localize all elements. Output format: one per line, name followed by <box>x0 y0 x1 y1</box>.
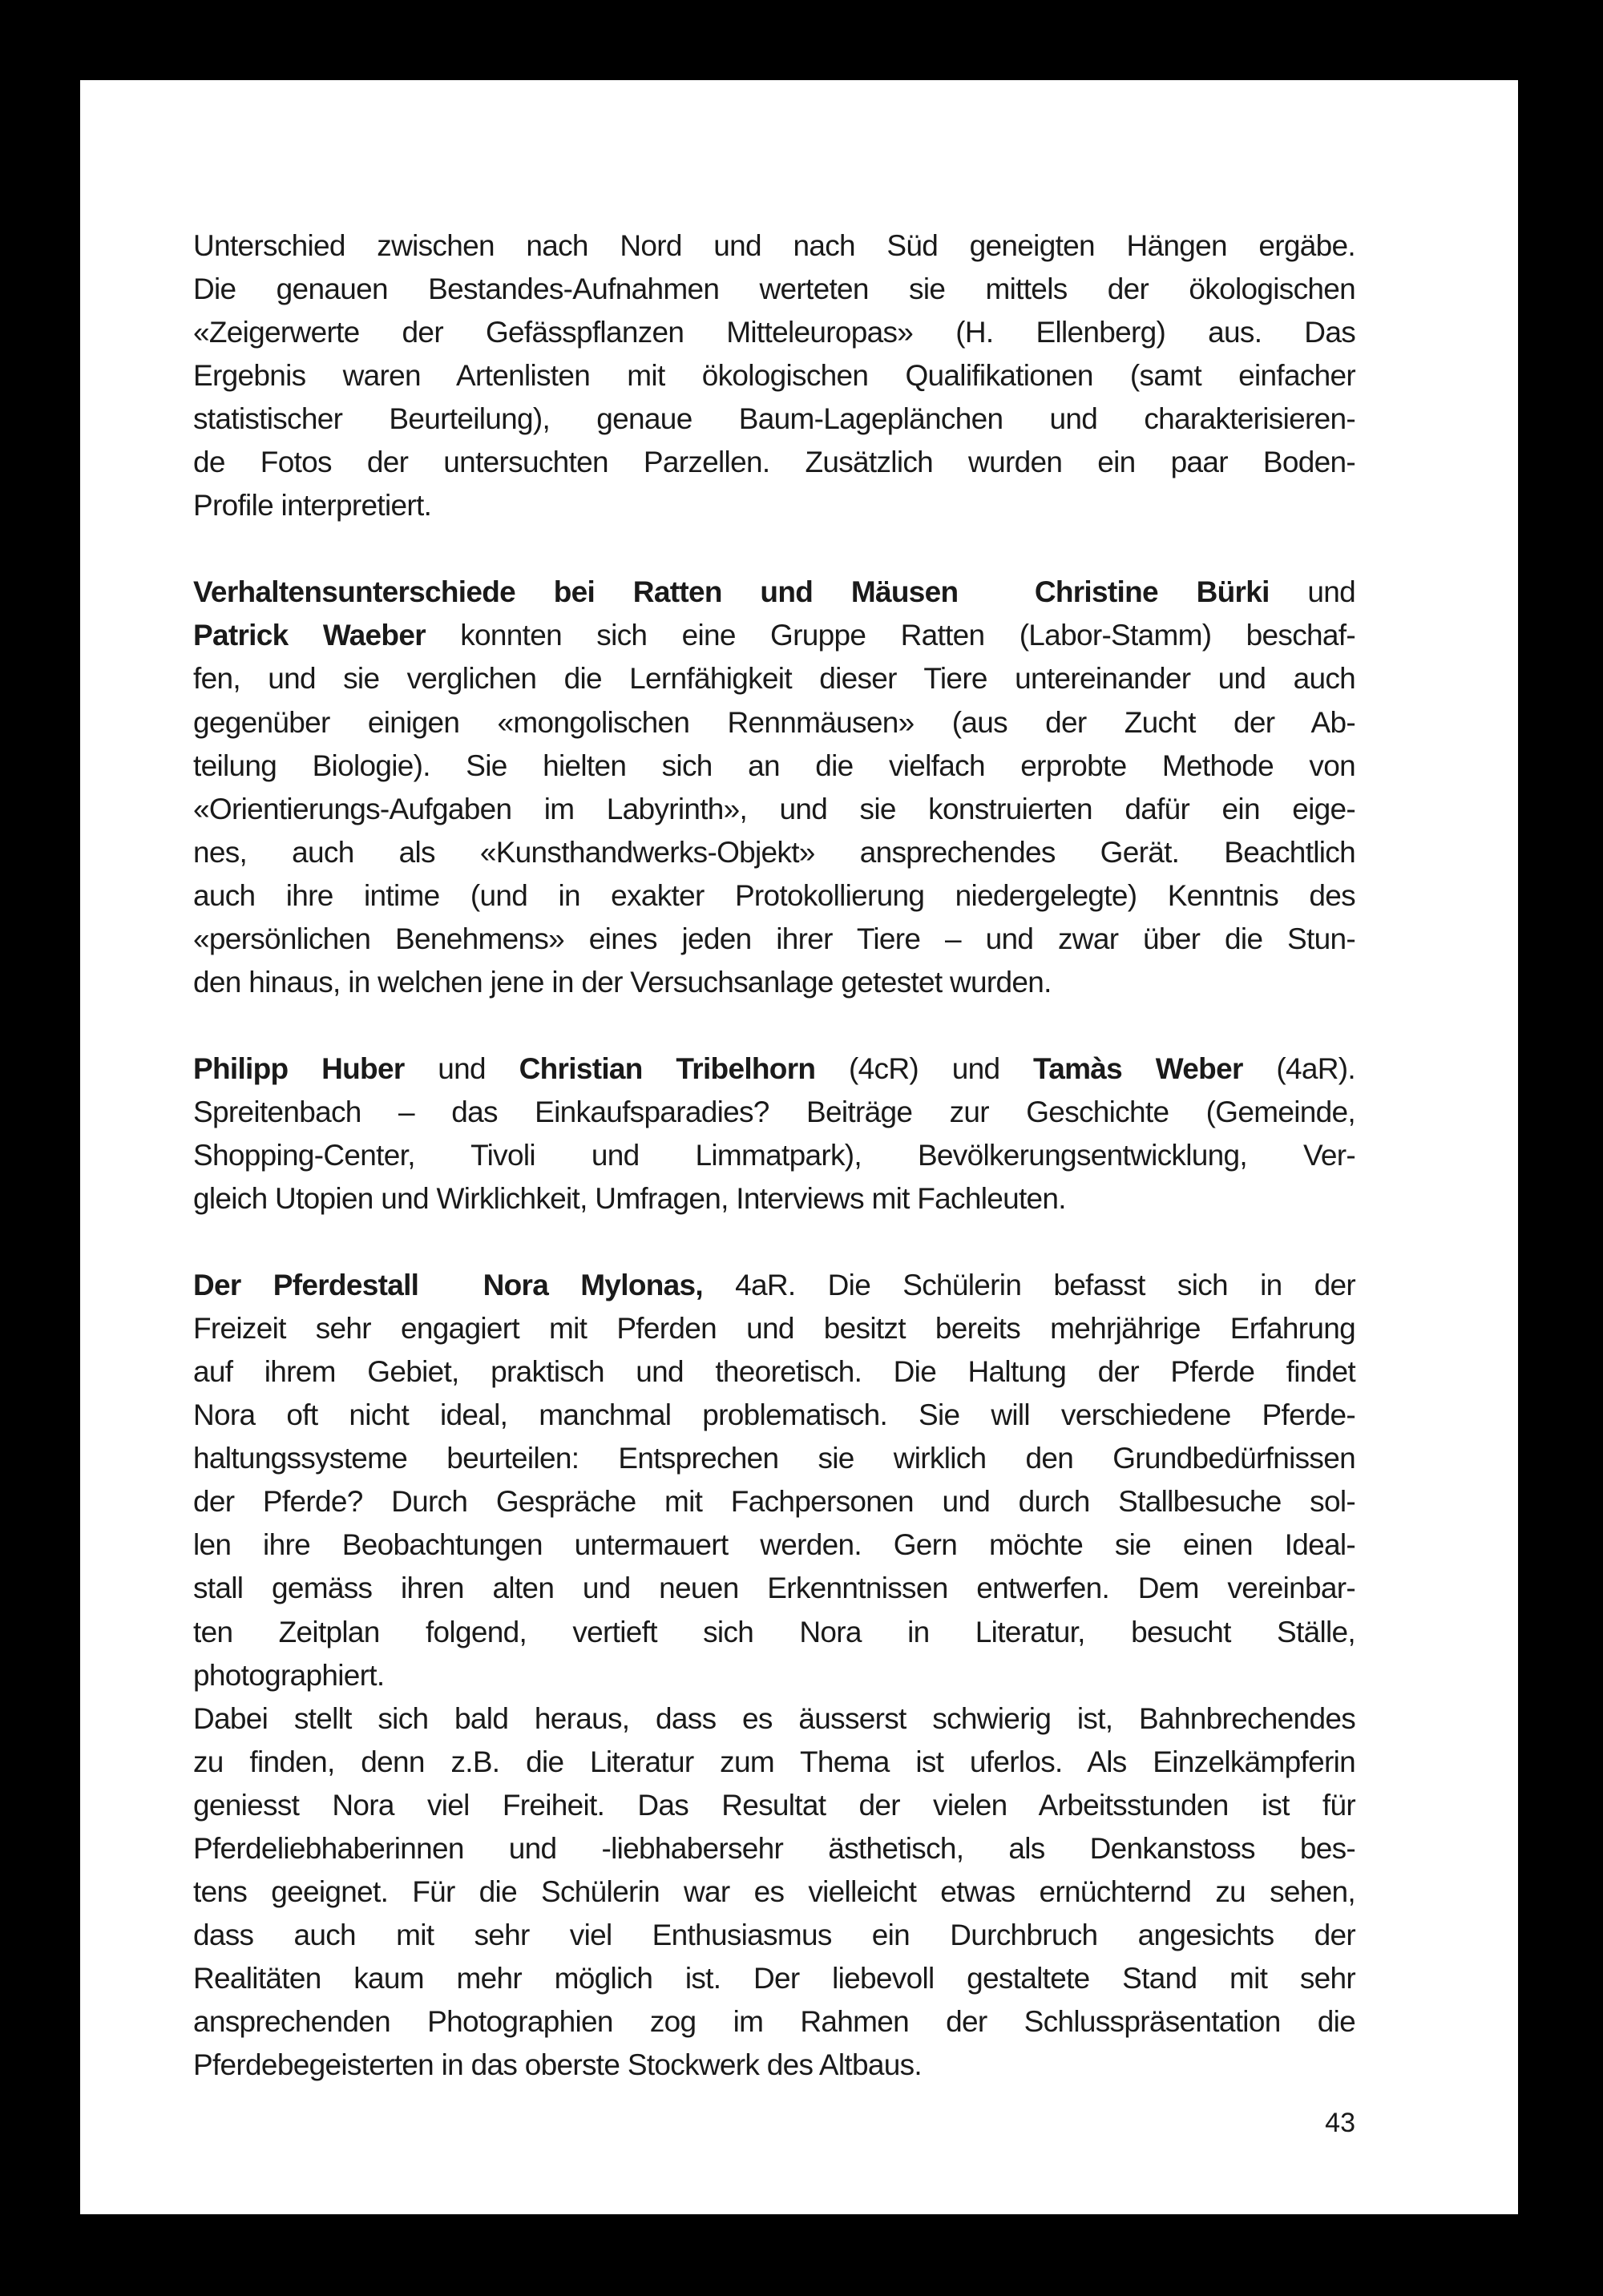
text-span: Nora oft nicht ideal, manchmal problematisch. Sie will verschiedene Pferde- <box>193 1398 1355 1432</box>
text-line <box>193 2000 1355 2044</box>
text-line <box>193 614 1355 657</box>
text-line <box>193 1567 1355 1610</box>
bold-text: Patrick Waeber <box>193 619 426 652</box>
text-span: gegenüber einigen «mongolischen Rennmäusen» (aus der Zucht der Ab- <box>193 705 1355 739</box>
text-span <box>418 1269 483 1301</box>
document-page <box>80 80 1518 2214</box>
bold-text: Christian Tribelhorn <box>519 1051 816 1085</box>
text-line <box>193 441 1355 484</box>
text-span: und <box>1269 575 1355 609</box>
text-line <box>193 311 1355 354</box>
text-line <box>193 1134 1355 1177</box>
text-line <box>193 1523 1355 1567</box>
body-text <box>193 224 1355 2087</box>
text-span: de Fotos der untersuchten Parzellen. Zusätzlich wurden ein paar Boden- <box>193 446 1355 479</box>
text-span: dass auch mit sehr viel Enthusiasmus ein Durchbruch angesichts der <box>193 1918 1355 1951</box>
text-span: nes, auch als «Kunsthandwerks-Objekt» ansprechendes Gerät. Beachtlich <box>193 835 1355 869</box>
text-span: zu finden, denn z.B. die Literatur zum Thema ist uferlos. Als Einzelkämpferin <box>193 1745 1355 1778</box>
text-span: Unterschied zwischen nach Nord und nach Süd geneigten Hängen ergäbe. <box>193 229 1355 262</box>
text-line <box>193 1611 1355 1654</box>
text-line <box>193 1827 1355 1870</box>
text-span: «Zeigerwerte der Gefässpflanzen Mitteleuropas» (H. Ellenberg) aus. Das <box>193 316 1355 349</box>
text-line <box>193 1047 1355 1091</box>
bold-text: Der Pferdestall <box>193 1269 419 1302</box>
text-line <box>193 2044 1355 2087</box>
text-line <box>193 268 1355 311</box>
paragraph-gap <box>193 1004 1355 1047</box>
text-span: (4cR) und <box>815 1051 1034 1085</box>
text-span: Pferdebegeisterten in das oberste Stockwerk des Altbaus. <box>193 2048 922 2081</box>
text-line <box>193 224 1355 268</box>
text-span: len ihre Beobachtungen untermauert werden. Gern möchte sie einen Ideal- <box>193 1528 1355 1562</box>
text-span: und <box>404 1051 519 1085</box>
text-span: tens geeignet. Für die Schülerin war es vielleicht etwas ernüchternd zu sehen, <box>193 1874 1355 1908</box>
text-line <box>193 744 1355 788</box>
bold-text: Christine Bürki <box>1034 575 1270 609</box>
text-span: Die genauen Bestandes-Aufnahmen werteten sie mittels der ökologischen <box>193 272 1355 306</box>
text-span: Profile interpretiert. <box>193 489 432 523</box>
text-line <box>193 1957 1355 2000</box>
bold-text: Tamàs Weber <box>1033 1051 1243 1085</box>
text-span: haltungssysteme beurteilen: Entsprechen sie wirklich den Grundbedürfnissen <box>193 1442 1355 1475</box>
text-span: gleich Utopien und Wirklichkeit, Umfragen, Interviews mit Fachleuten. <box>193 1182 1066 1216</box>
text-line <box>193 1697 1355 1741</box>
text-span: der Pferde? Durch Gespräche mit Fachpersonen und durch Stallbesuche sol- <box>193 1485 1355 1519</box>
text-span: den hinaus, in welchen jene in der Versuchsanlage getestet wurden. <box>193 965 1052 999</box>
text-span: 4aR. Die Schülerin befasst sich in der <box>702 1269 1356 1302</box>
text-line <box>193 1437 1355 1480</box>
text-span: Dabei stellt sich bald heraus, dass es äusserst schwierig ist, Bahnbrechendes <box>193 1701 1355 1735</box>
text-line <box>193 961 1355 1004</box>
text-span: auch ihre intime (und in exakter Protokollierung niedergelegte) Kenntnis des <box>193 878 1355 912</box>
text-line <box>193 1654 1355 1697</box>
text-span <box>958 575 1034 608</box>
text-span: photographiert. <box>193 1658 385 1692</box>
text-line <box>193 831 1355 874</box>
paragraph-gap <box>193 527 1355 571</box>
text-line <box>193 1914 1355 1957</box>
text-line <box>193 1480 1355 1523</box>
text-span: stall gemäss ihren alten und neuen Erkenntnissen entwerfen. Dem vereinbar- <box>193 1572 1355 1605</box>
paragraph-gap <box>193 1221 1355 1264</box>
text-line <box>193 657 1355 700</box>
text-line <box>193 484 1355 527</box>
text-line <box>193 1177 1355 1221</box>
text-span: Realitäten kaum mehr möglich ist. Der liebevoll gestaltete Stand mit sehr <box>193 1961 1355 1995</box>
text-span: auf ihrem Gebiet, praktisch und theoretisch. Die Haltung der Pferde findet <box>193 1355 1355 1389</box>
text-span: konnten sich eine Gruppe Ratten (Labor-Stamm) beschaf- <box>425 619 1355 652</box>
text-span: fen, und sie verglichen die Lernfähigkeit dieser Tiere untereinander und auch <box>193 662 1355 696</box>
text-line <box>193 1264 1355 1307</box>
text-span: teilung Biologie). Sie hielten sich an die vielfach erprobte Methode von <box>193 749 1355 782</box>
text-span: geniesst Nora viel Freiheit. Das Resultat der vielen Arbeitsstunden ist für <box>193 1788 1355 1822</box>
text-line <box>193 1091 1355 1134</box>
text-span: Freizeit sehr engagiert mit Pferden und besitzt bereits mehrjährige Erfahrung <box>193 1312 1355 1346</box>
page-number: 43 <box>1325 2108 1355 2138</box>
bold-text: Nora Mylonas, <box>483 1269 703 1302</box>
text-line <box>193 1741 1355 1784</box>
text-line <box>193 701 1355 744</box>
text-span: Pferdeliebhaberinnen und -liebhabersehr ästhetisch, als Denkanstoss bes- <box>193 1831 1355 1865</box>
text-span: «Orientierungs-Aufgaben im Labyrinth», und sie konstruierten dafür ein eige- <box>193 792 1355 825</box>
text-span: Shopping-Center, Tivoli und Limmatpark), Bevölkerungsentwicklung, Ver- <box>193 1138 1355 1172</box>
text-span: ansprechenden Photographien zog im Rahmen der Schlusspräsentation die <box>193 2004 1355 2038</box>
text-line <box>193 874 1355 918</box>
text-line <box>193 1307 1355 1350</box>
text-span: Ergebnis waren Artenlisten mit ökologischen Qualifikationen (samt einfacher <box>193 359 1355 393</box>
text-line <box>193 1870 1355 1914</box>
text-line <box>193 1394 1355 1437</box>
text-line <box>193 1350 1355 1394</box>
text-line <box>193 354 1355 397</box>
bold-text: Verhaltensunterschiede bei Ratten und Mäusen <box>193 575 959 609</box>
text-line <box>193 397 1355 441</box>
text-span: ten Zeitplan folgend, vertieft sich Nora in Literatur, besucht Ställe, <box>193 1615 1355 1648</box>
text-line <box>193 1784 1355 1827</box>
text-span: «persönlichen Benehmens» eines jeden ihrer Tiere – und zwar über die Stun- <box>193 922 1355 955</box>
bold-text: Philipp Huber <box>193 1051 405 1085</box>
text-line <box>193 918 1355 961</box>
text-span: (4aR). <box>1242 1051 1355 1085</box>
text-line <box>193 571 1355 614</box>
text-line <box>193 788 1355 831</box>
text-span: statistischer Beurteilung), genaue Baum-Lageplänchen und charakterisieren- <box>193 402 1355 436</box>
text-span: Spreitenbach – das Einkaufsparadies? Beiträge zur Geschichte (Gemeinde, <box>193 1095 1355 1128</box>
